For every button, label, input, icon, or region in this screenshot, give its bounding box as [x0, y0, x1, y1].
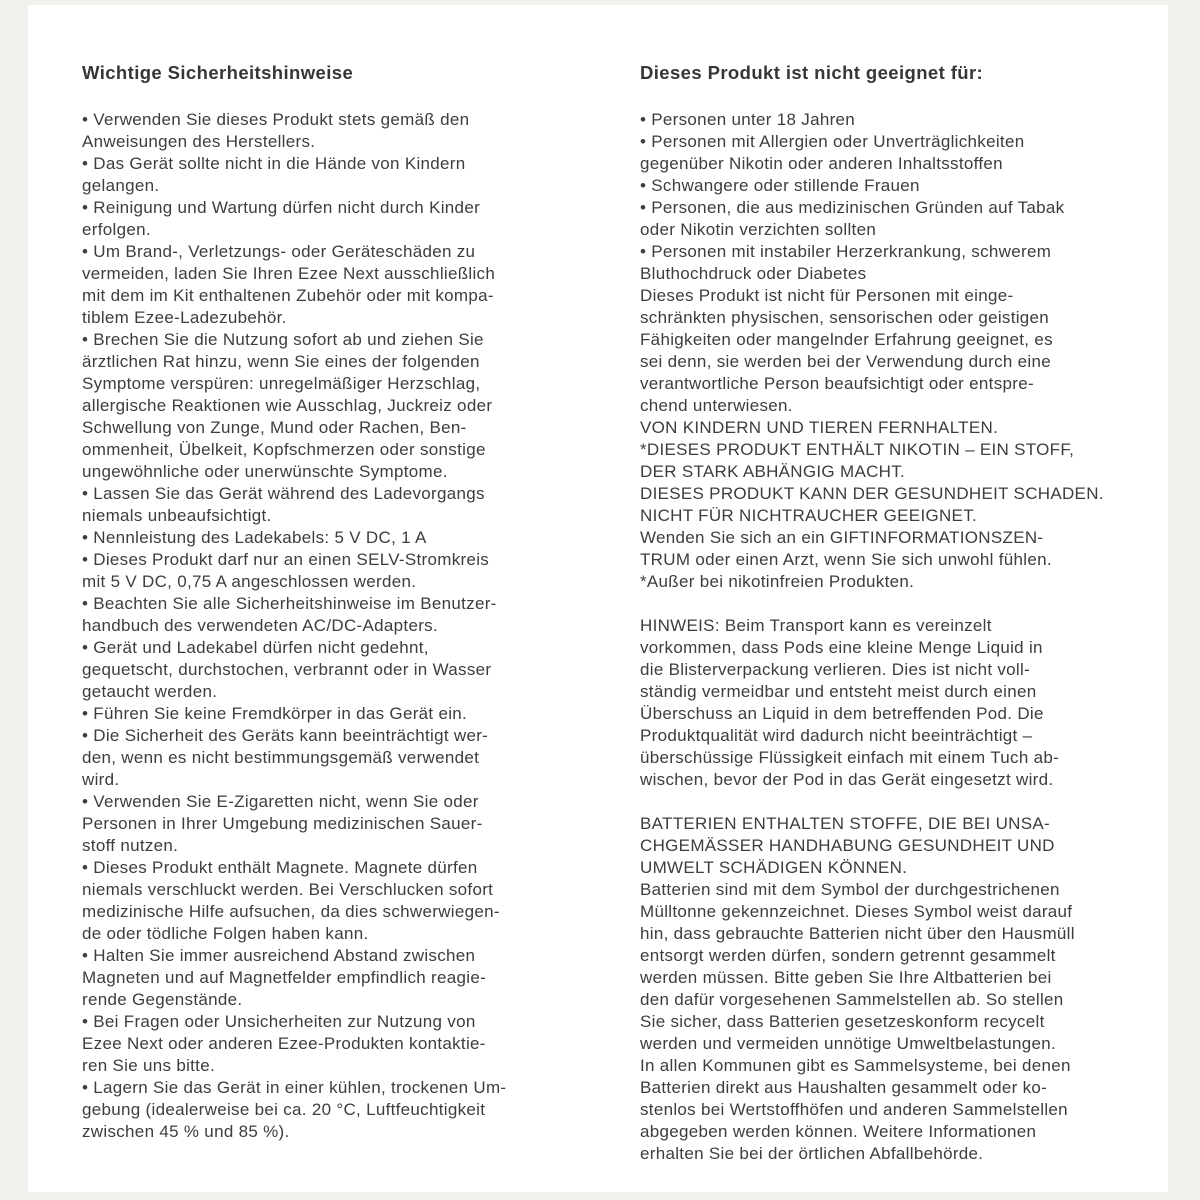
text-line: stoff nutzen. — [82, 836, 179, 855]
text-line: • Dieses Produkt darf nur an einen SELV-Stromkreis — [82, 550, 490, 569]
text-line: verantwortliche Person beaufsichtigt oder entspre- — [640, 374, 1034, 393]
text-line: • Personen mit instabiler Herzerkrankung, schwerem — [640, 242, 1052, 261]
text-line: wischen, bevor der Pod in das Gerät eingesetzt wird. — [640, 770, 1054, 789]
text-line: gebung (idealerweise bei ca. 20 °C, Luftfeuchtigkeit — [82, 1100, 486, 1119]
text-line: niemals unbeaufsichtigt. — [82, 506, 272, 525]
text-line: die Blisterverpackung verlieren. Dies ist nicht voll- — [640, 660, 1031, 679]
text-line: Dieses Produkt ist nicht für Personen mit einge- — [640, 286, 1014, 305]
text-line: Sie sicher, dass Batterien gesetzeskonform recycelt — [640, 1012, 1045, 1031]
document-page — [28, 5, 1168, 1192]
text-line: In allen Kommunen gibt es Sammelsysteme, bei denen — [640, 1056, 1071, 1075]
text-line: de oder tödliche Folgen haben kann. — [82, 924, 369, 943]
text-line: ständig vermeidbar und entsteht meist durch einen — [640, 682, 1037, 701]
safety-instructions-column — [82, 62, 602, 1143]
text-line: Mülltonne gekennzeichnet. Dieses Symbol weist darauf — [640, 902, 1073, 921]
text-line: Bluthochdruck oder Diabetes — [640, 264, 867, 283]
text-line: ommenheit, Übelkeit, Kopfschmerzen oder sonstige — [82, 440, 486, 459]
text-line: den, wenn es nicht bestimmungsgemäß verwendet — [82, 748, 480, 767]
suitability-column — [640, 62, 1160, 1165]
text-line: Magneten und auf Magnetfelder empfindlich reagie- — [82, 968, 487, 987]
text-line: • Verwenden Sie E-Zigaretten nicht, wenn Sie oder — [82, 792, 479, 811]
text-line: • Das Gerät sollte nicht in die Hände von Kindern — [82, 154, 466, 173]
text-line: gequetscht, durchstochen, verbrannt oder in Wasser — [82, 660, 492, 679]
text-line: Batterien direkt aus Haushalten gesammelt oder ko- — [640, 1078, 1048, 1097]
text-line: ungewöhnliche oder unerwünschte Symptome. — [82, 462, 448, 481]
text-line: den dafür vorgesehenen Sammelstellen ab. So stellen — [640, 990, 1064, 1009]
text-line: ärztlichen Rat hinzu, wenn Sie eines der folgenden — [82, 352, 480, 371]
text-line: oder Nikotin verzichten sollten — [640, 220, 877, 239]
text-line: • Schwangere oder stillende Frauen — [640, 176, 920, 195]
text-line: Symptome verspüren: unregelmäßiger Herzschlag, — [82, 374, 481, 393]
text-line: Produktqualität wird dadurch nicht beeinträchtigt – — [640, 726, 1033, 745]
text-line: Überschuss an Liquid in dem betreffenden Pod. Die — [640, 704, 1044, 723]
safety-text-block — [82, 109, 602, 1143]
text-line: chend unterwiesen. — [640, 396, 793, 415]
text-line: vermeiden, laden Sie Ihren Ezee Next ausschließlich — [82, 264, 496, 283]
text-line: • Die Sicherheit des Geräts kann beeinträchtigt wer- — [82, 726, 489, 745]
text-line: Wenden Sie sich an ein GIFTINFORMATIONSZEN- — [640, 528, 1044, 547]
text-line: wird. — [82, 770, 120, 789]
text-line: rende Gegenstände. — [82, 990, 243, 1009]
text-line: getaucht werden. — [82, 682, 218, 701]
text-line: allergische Reaktionen wie Ausschlag, Juckreiz oder — [82, 396, 493, 415]
text-line: zwischen 45 % und 85 %). — [82, 1122, 290, 1141]
text-line: BATTERIEN ENTHALTEN STOFFE, DIE BEI UNSA- — [640, 814, 1050, 833]
text-line: *DIESES PRODUKT ENTHÄLT NIKOTIN – EIN STOFF, — [640, 440, 1075, 459]
text-line: • Brechen Sie die Nutzung sofort ab und ziehen Sie — [82, 330, 484, 349]
text-line: • Lassen Sie das Gerät während des Ladevorgangs — [82, 484, 485, 503]
suitability-text-block — [640, 109, 1160, 1165]
text-line: • Führen Sie keine Fremdkörper in das Gerät ein. — [82, 704, 468, 723]
text-line: erfolgen. — [82, 220, 151, 239]
text-line: sei denn, sie werden bei der Verwendung durch eine — [640, 352, 1051, 371]
text-line: • Um Brand-, Verletzungs- oder Geräteschäden zu — [82, 242, 476, 261]
text-line: • Lagern Sie das Gerät in einer kühlen, trockenen Um- — [82, 1078, 507, 1097]
text-line — [640, 593, 1160, 615]
text-line: gegenüber Nikotin oder anderen Inhaltsstoffen — [640, 154, 1003, 173]
text-line: • Bei Fragen oder Unsicherheiten zur Nutzung von — [82, 1012, 476, 1031]
text-line: erhalten Sie bei der örtlichen Abfallbehörde. — [640, 1144, 984, 1163]
text-line: DER STARK ABHÄNGIG MACHT. — [640, 462, 906, 481]
text-line: • Halten Sie immer ausreichend Abstand zwischen — [82, 946, 476, 965]
text-line: VON KINDERN UND TIEREN FERNHALTEN. — [640, 418, 999, 437]
text-line: stenlos bei Wertstoffhöfen und anderen Sammelstellen — [640, 1100, 1068, 1119]
text-line: entsorgt werden dürfen, sondern getrennt gesammelt — [640, 946, 1056, 965]
text-line: • Dieses Produkt enthält Magnete. Magnete dürfen — [82, 858, 478, 877]
text-line: • Personen unter 18 Jahren — [640, 110, 856, 129]
suitability-heading: Dieses Produkt ist nicht geeignet für: — [640, 62, 984, 83]
text-line: Personen in Ihrer Umgebung medizinischen Sauer- — [82, 814, 483, 833]
text-line: ren Sie uns bitte. — [82, 1056, 215, 1075]
text-line: *Außer bei nikotinfreien Produkten. — [640, 572, 915, 591]
text-line: abgegeben werden können. Weitere Informationen — [640, 1122, 1037, 1141]
text-line: werden müssen. Bitte geben Sie Ihre Altbatterien bei — [640, 968, 1052, 987]
text-line — [640, 791, 1160, 813]
text-line: NICHT FÜR NICHTRAUCHER GEEIGNET. — [640, 506, 978, 525]
text-line: Ezee Next oder anderen Ezee-Produkten kontaktie- — [82, 1034, 486, 1053]
text-line: Fähigkeiten oder mangelnder Erfahrung geeignet, es — [640, 330, 1053, 349]
text-line: vorkommen, dass Pods eine kleine Menge Liquid in — [640, 638, 1043, 657]
text-line: Batterien sind mit dem Symbol der durchgestrichenen — [640, 880, 1060, 899]
text-line: • Beachten Sie alle Sicherheitshinweise im Benutzer- — [82, 594, 497, 613]
text-line: HINWEIS: Beim Transport kann es vereinzelt — [640, 616, 992, 635]
text-line: mit dem im Kit enthaltenen Zubehör oder mit kompa- — [82, 286, 494, 305]
text-line: gelangen. — [82, 176, 160, 195]
safety-heading: Wichtige Sicherheitshinweise — [82, 62, 354, 83]
text-line: • Verwenden Sie dieses Produkt stets gemäß den — [82, 110, 470, 129]
text-line: UMWELT SCHÄDIGEN KÖNNEN. — [640, 858, 908, 877]
text-line: • Reinigung und Wartung dürfen nicht durch Kinder — [82, 198, 481, 217]
text-line: überschüssige Flüssigkeit einfach mit einem Tuch ab- — [640, 748, 1060, 767]
text-line: handbuch des verwendeten AC/DC-Adapters. — [82, 616, 438, 635]
text-line: niemals verschluckt werden. Bei Verschlucken sofort — [82, 880, 494, 899]
text-line: • Personen, die aus medizinischen Gründen auf Tabak — [640, 198, 1065, 217]
text-line: Anweisungen des Herstellers. — [82, 132, 316, 151]
text-line: CHGEMÄSSER HANDHABUNG GESUNDHEIT UND — [640, 836, 1055, 855]
text-line: • Personen mit Allergien oder Unverträglichkeiten — [640, 132, 1025, 151]
text-line: • Nennleistung des Ladekabels: 5 V DC, 1 A — [82, 528, 427, 547]
text-line: Schwellung von Zunge, Mund oder Rachen, Ben- — [82, 418, 467, 437]
text-line: hin, dass gebrauchte Batterien nicht über den Hausmüll — [640, 924, 1075, 943]
text-line: schränkten physischen, sensorischen oder geistigen — [640, 308, 1050, 327]
text-line: tiblem Ezee-Ladezubehör. — [82, 308, 287, 327]
text-line: • Gerät und Ladekabel dürfen nicht gedehnt, — [82, 638, 429, 657]
text-line: werden und vermeiden unnötige Umweltbelastungen. — [640, 1034, 1057, 1053]
text-line: medizinische Hilfe aufsuchen, da dies schwerwiegen- — [82, 902, 500, 921]
text-line: TRUM oder einen Arzt, wenn Sie sich unwohl fühlen. — [640, 550, 1052, 569]
text-line: mit 5 V DC, 0,75 A angeschlossen werden. — [82, 572, 417, 591]
text-line: DIESES PRODUKT KANN DER GESUNDHEIT SCHADEN. — [640, 484, 1104, 503]
